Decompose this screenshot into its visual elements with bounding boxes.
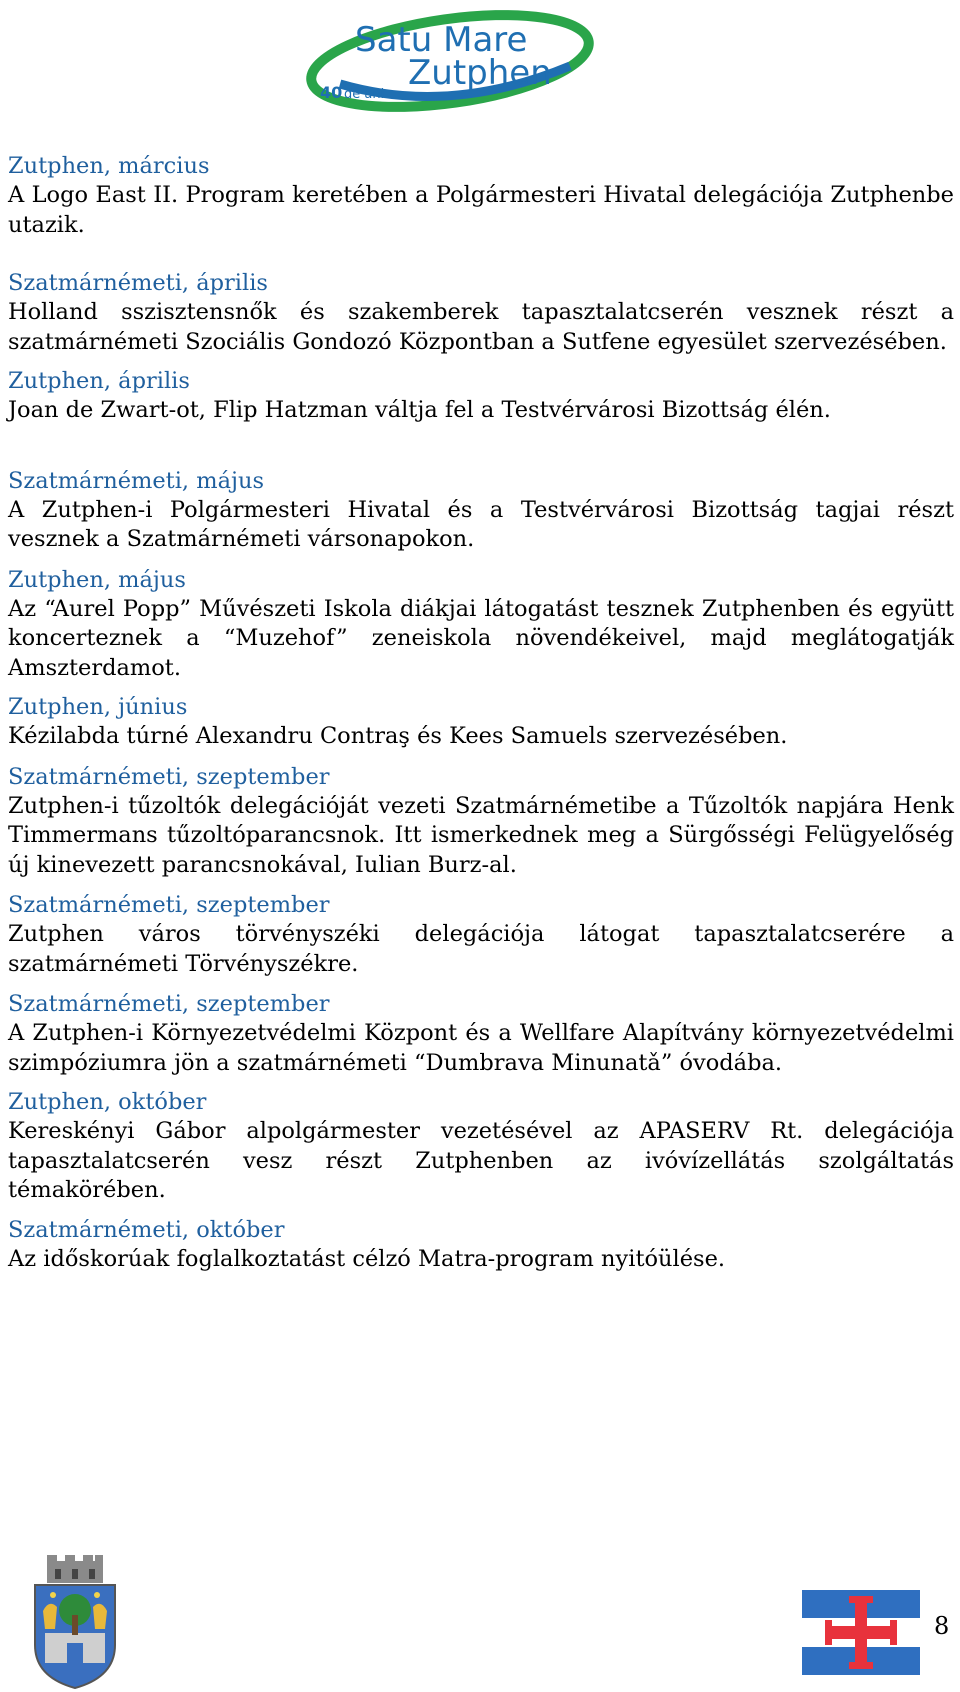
entry-heading: Zutphen, április <box>8 368 190 394</box>
entry-text: Zutphen-i tűzoltók delegációját vezeti Szatmárnémetibe a Tűzoltók napjára Henk Timmermans tűzoltóparancsnok. Itt ismerkednek meg a Sürgősségi Felügyelőség új kinevezett parancsnokával, Iulian Burz-al. <box>8 792 954 878</box>
entry <box>8 268 954 357</box>
entry-heading: Zutphen, március <box>8 153 210 179</box>
page-number: 8 <box>934 1612 950 1640</box>
logo-years: 40 <box>320 83 343 102</box>
entry-heading: Zutphen, június <box>8 694 188 720</box>
entry <box>8 366 954 426</box>
entry <box>8 890 954 979</box>
entry-heading: Szatmárnémeti, május <box>8 467 264 494</box>
entry <box>8 1215 954 1275</box>
entry <box>8 1087 954 1206</box>
entry-text: Holland sszisztensnők és szakemberek tapasztalatcserén vesznek részt a szatmárnémeti Szociális Gondozó Központban a Sutfene egyesület szervezésében. <box>8 299 954 355</box>
entry <box>8 466 954 555</box>
entry-heading: Szatmárnémeti, április <box>8 270 268 296</box>
entry-text: Az “Aurel Popp” Művészeti Iskola diákjai látogatást tesznek Zutphenben és együtt koncerteznek a “Muzehof” zeneiskola növendékeivel, majd meglátogatják Amszterdamot. <box>8 595 954 681</box>
entry-text: Joan de Zwart-ot, Flip Hatzman váltja fel a Testvérvárosi Bizottság élén. <box>8 397 831 423</box>
entry-heading: Zutphen, május <box>8 566 186 593</box>
zutphen-flag-icon <box>802 1590 920 1675</box>
logo-years-suffix: de ani <box>344 87 385 102</box>
logo-line1: Satu Mare <box>355 20 528 60</box>
entry-heading: Szatmárnémeti, október <box>8 1216 285 1243</box>
entry <box>8 692 954 752</box>
entry-text: Kereskényi Gábor alpolgármester vezetésével az APASERV Rt. delegációja tapasztalatcserén vesz részt Zutphenben az ivóvízellátás szolgáltatás témakörében. <box>8 1118 954 1203</box>
entry <box>8 989 954 1078</box>
entry-text: A Logo East II. Program keretében a Polgármesteri Hivatal delegációja Zutphenbe utazik. <box>8 182 954 238</box>
satu-mare-zutphen-logo <box>300 6 610 116</box>
entry-heading: Szatmárnémeti, szeptember <box>8 763 330 790</box>
entry-text: Zutphen város törvényszéki delegációja látogat tapasztalatcserére a szatmárnémeti Törvényszékre. <box>8 921 954 977</box>
coat-of-arms-icon <box>25 1555 125 1690</box>
entry-text: Kézilabda túrné Alexandru Contraş és Kees Samuels szervezésében. <box>8 723 788 749</box>
entry-text: A Zutphen-i Környezetvédelmi Központ és a Wellfare Alapítvány környezetvédelmi szimpóziumra jön a szatmárnémeti “Dumbrava Minunatǎ” óvodába. <box>8 1020 954 1076</box>
entry <box>8 762 954 881</box>
logo-line2: Zutphen <box>408 53 552 93</box>
entry-heading: Szatmárnémeti, szeptember <box>8 991 330 1017</box>
entry <box>8 565 954 684</box>
entry <box>8 151 954 240</box>
entry-text: A Zutphen-i Polgármesteri Hivatal és a Testvérvárosi Bizottság tagjai részt vesznek a Szatmárnémeti vársonapokon. <box>8 496 954 552</box>
entry-heading: Zutphen, október <box>8 1089 207 1115</box>
document-body <box>8 151 954 1274</box>
entry-heading: Szatmárnémeti, szeptember <box>8 892 330 918</box>
entry-text: Az időskorúak foglalkoztatást célzó Matra-program nyitóülése. <box>8 1245 726 1272</box>
